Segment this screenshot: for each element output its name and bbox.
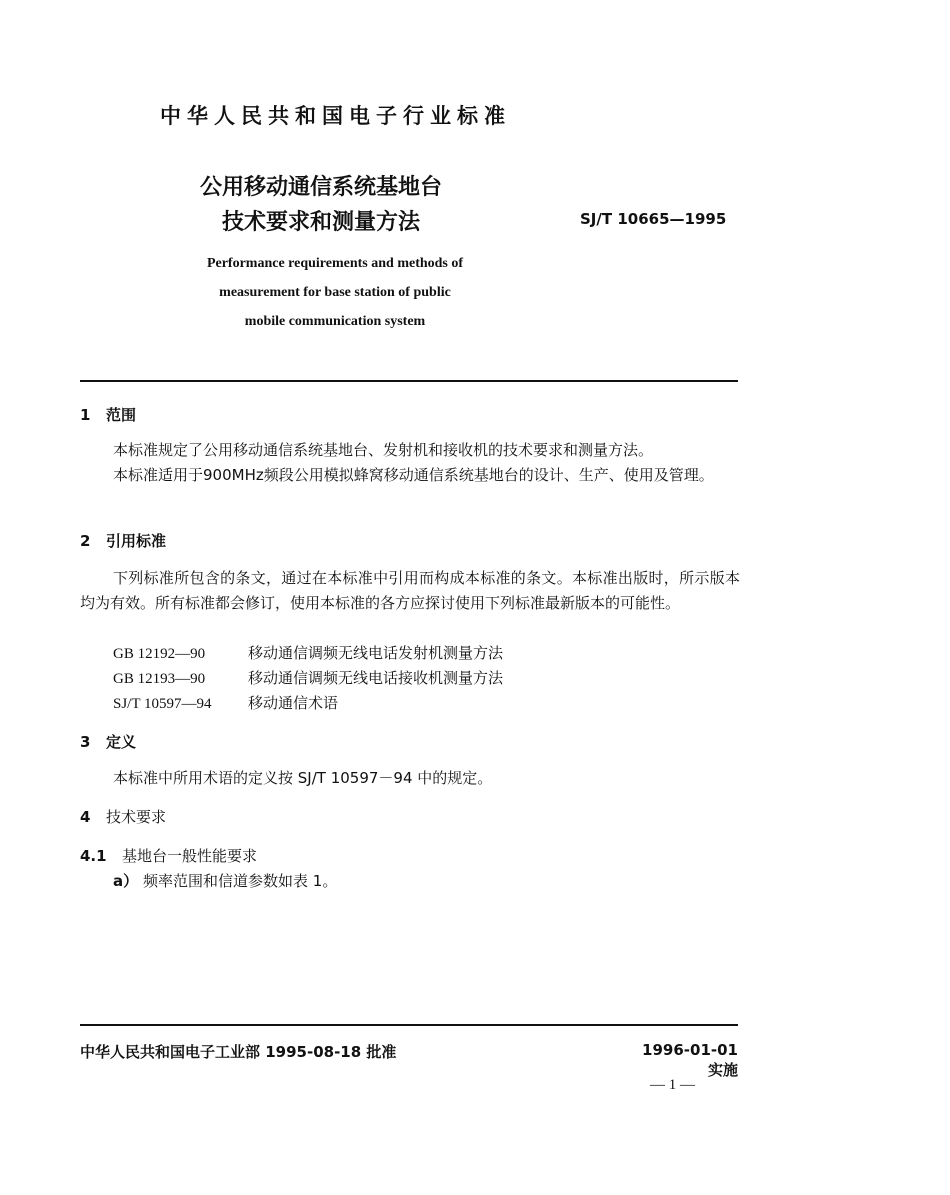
section-number: 3 (80, 733, 91, 751)
reference-title: 移动通信调频无线电话发射机测量方法 (248, 644, 504, 662)
reference-code: SJ/T 10597—94 (113, 696, 212, 712)
effective-date: 1996-01-01 实施 (642, 1041, 738, 1079)
section-title: 定义 (106, 733, 137, 751)
reference-item (113, 692, 338, 713)
header-divider (80, 380, 738, 382)
reference-item (113, 642, 503, 663)
section-1-heading (80, 404, 136, 425)
section-3-paragraph-1: 本标准中所用术语的定义按 SJ/T 10597－94 中的规定。 (113, 769, 493, 787)
section-1-paragraph-2: 本标准适用于900MHz频段公用模拟蜂窝移动通信系统基地台的设计、生产、使用及管理。 (113, 466, 714, 484)
section-1-paragraph-1: 本标准规定了公用移动通信系统基地台、发射机和接收机的技术要求和测量方法。 (113, 441, 654, 459)
section-title: 范围 (106, 406, 137, 424)
subsection-number: 4.1 (80, 847, 107, 865)
footer-divider (80, 1024, 738, 1026)
subsection-4-1-heading (80, 845, 257, 866)
reference-code: GB 12192—90 (113, 646, 206, 662)
english-title-line-2: measurement for base station of public (219, 285, 451, 300)
page-number: — 1 — (650, 1077, 695, 1093)
subsection-title: 基地台一般性能要求 (122, 847, 258, 865)
standard-number: SJ/T 10665—1995 (580, 210, 727, 228)
section-2-heading (80, 530, 166, 551)
reference-title: 移动通信调频无线电话接收机测量方法 (248, 669, 504, 687)
approval-line: 中华人民共和国电子工业部 1995-08-18 批准 (80, 1043, 397, 1061)
reference-code: GB 12193—90 (113, 671, 206, 687)
section-number: 4 (80, 808, 91, 826)
section-number: 2 (80, 532, 91, 550)
reference-title: 移动通信术语 (248, 694, 339, 712)
issuer-title: 中华人民共和国电子行业标准 (160, 104, 511, 128)
document-title-line-2: 技术要求和测量方法 (222, 210, 421, 235)
reference-item (113, 667, 503, 688)
document-title-line-1: 公用移动通信系统基地台 (200, 175, 443, 200)
section-title: 技术要求 (106, 808, 167, 826)
english-title-line-3: mobile communication system (244, 314, 426, 329)
list-item-label: a） (113, 872, 139, 890)
section-4-heading (80, 806, 166, 827)
section-3-heading (80, 731, 136, 752)
section-2-paragraph-1: 下列标准所包含的条文，通过在本标准中引用而构成本标准的条文。本标准出版时，所示版本均为有效。所有标准都会修订，使用本标准的各方应探讨使用下列标准最新版本的可能性。 (80, 569, 740, 612)
list-item (113, 869, 337, 894)
section-number: 1 (80, 406, 91, 424)
english-title-line-1: Performance requirements and methods of (206, 256, 464, 271)
section-title: 引用标准 (106, 532, 167, 550)
list-item-text: 频率范围和信道参数如表 1。 (143, 872, 338, 890)
